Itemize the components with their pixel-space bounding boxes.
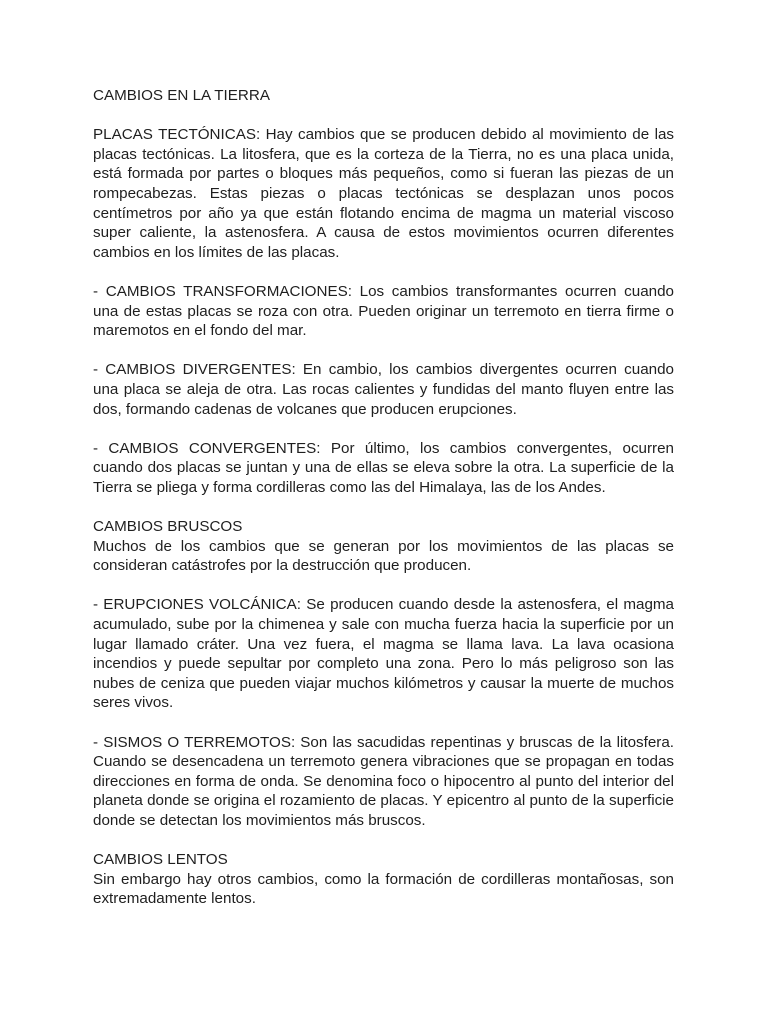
heading-cambios-bruscos: CAMBIOS BRUSCOS [93,518,243,536]
paragraph-cambios-divergentes: - CAMBIOS DIVERGENTES: En cambio, los cambios divergentes ocurren cuando una placa se aleja de otra. Las rocas calientes y fundidas del manto fluyen entre las dos, formando cadenas de volcanes que producen erupciones. [93,361,674,418]
heading-cambios-lentos: CAMBIOS LENTOS [93,851,228,869]
paragraph-cambios-transformaciones: - CAMBIOS TRANSFORMACIONES: Los cambios transformantes ocurren cuando una de estas placas se roza con otra. Pueden originar un terremoto en tierra firme o maremotos en el fondo del mar. [93,282,674,340]
paragraph-cambios-bruscos: Muchos de los cambios que se generan por los movimientos de las placas se consideran catástrofes por la destrucción que producen. [93,537,674,575]
paragraph-cambios-lentos: Sin embargo hay otros cambios, como la formación de cordilleras montañosas, son extremadamente lentos. [93,870,674,908]
document-body [93,86,674,929]
paragraph-sismos-terremotos: - SISMOS O TERREMOTOS: Son las sacudidas repentinas y bruscas de la litosfera. Cuando se desencadena un terremoto genera vibraciones que se propagan en todas direcciones en forma de onda. Se denomina foco o hipocentro al punto del interior del planeta donde se origina el rozamiento de placas. Y epicentro al punto de la superficie donde se detectan los movimientos más bruscos. [93,733,674,829]
document-title: CAMBIOS EN LA TIERRA [93,87,270,104]
paragraph-placas-tectonicas: PLACAS TECTÓNICAS: Hay cambios que se producen debido al movimiento de las placas tectónicas. La litosfera, que es la corteza de la Tierra, no es una placa unida, está formada por partes o bloques más pequeños, como si fueran las piezas de un rompecabezas. Estas piezas o placas tectónicas se desplazan unos pocos centímetros por año ya que están flotando encima de magma un material viscoso super caliente, la astenosfera. A causa de estos movimientos ocurren diferentes cambios en los límites de las placas. [93,126,674,261]
paragraph-cambios-convergentes: - CAMBIOS CONVERGENTES: Por último, los cambios convergentes, ocurren cuando dos placas se juntan y una de ellas se eleva sobre la otra. La superficie de la Tierra se pliega y forma cordilleras como las del Himalaya, las de los Andes. [93,439,674,496]
paragraph-erupciones-volcanica: - ERUPCIONES VOLCÁNICA: Se producen cuando desde la astenosfera, el magma acumulado, sube por la chimenea y sale con mucha fuerza hacia la superficie por un lugar llamado cráter. Una vez fuera, el magma se llama lava. La lava ocasiona incendios y puede sepultar por completo una zona. Pero lo más peligroso son las nubes de ceniza que pueden viajar muchos kilómetros y causar la muerte de muchos seres vivos. [93,596,674,712]
